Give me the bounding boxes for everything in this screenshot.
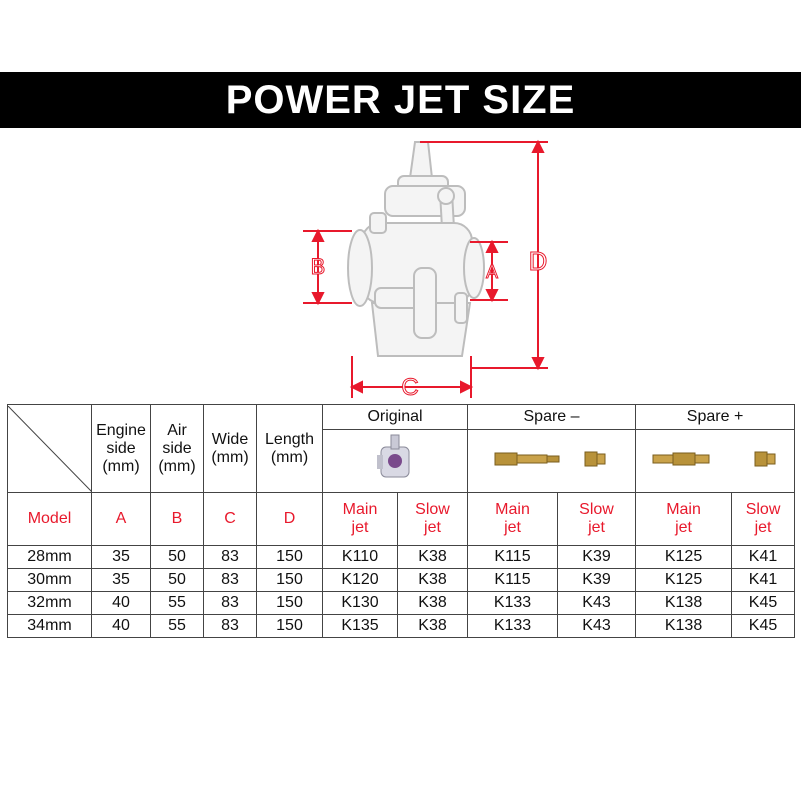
spare-plus-main-jet-label: [636, 493, 732, 546]
table-cell: K115: [468, 546, 558, 569]
table-cell: 150: [257, 592, 323, 615]
table-cell: 83: [204, 569, 257, 592]
table-cell: 83: [204, 615, 257, 638]
header-text-line: Wide: [211, 430, 249, 448]
length-header: [257, 405, 323, 493]
table-cell: K138: [636, 592, 732, 615]
table-cell: 150: [257, 546, 323, 569]
spare-minus-main-jet-label: [468, 493, 558, 546]
header-text-line: jet: [675, 519, 692, 536]
table-cell: K125: [636, 546, 732, 569]
table-cell: K43: [558, 592, 636, 615]
brass-jets-icon: [487, 444, 617, 474]
title-banner: [0, 72, 801, 128]
header-text-line: Main: [342, 501, 378, 518]
page-title: POWER JET SIZE: [225, 77, 576, 122]
dimension-label-a: A: [485, 262, 499, 282]
corner-cell: [8, 405, 92, 493]
spare-minus-jets-image: [468, 430, 636, 493]
col-a-label: A: [92, 493, 151, 546]
table-cell: 32mm: [8, 592, 92, 615]
air-side-header: [151, 405, 204, 493]
table-cell: K133: [468, 592, 558, 615]
table-cell: 83: [204, 592, 257, 615]
spare-plus-jets-image: [636, 430, 795, 493]
table-cell: 35: [92, 546, 151, 569]
table-cell: 55: [151, 592, 204, 615]
table-row: [8, 592, 795, 615]
table-cell: K45: [732, 615, 795, 638]
table-row: [8, 569, 795, 592]
engine-side-header: [92, 405, 151, 493]
table-cell: K45: [732, 592, 795, 615]
wide-header: [204, 405, 257, 493]
spare-minus-slow-jet-label: [558, 493, 636, 546]
header-text-line: (mm): [270, 448, 309, 466]
header-text-line: Slow: [745, 501, 781, 518]
dimension-label-d: D: [528, 246, 548, 276]
header-text-line: Slow: [579, 501, 614, 518]
table-cell: K115: [468, 569, 558, 592]
header-text-line: Main: [495, 501, 530, 518]
table-cell: K38: [398, 592, 468, 615]
table-cell: 150: [257, 569, 323, 592]
table-cell: 83: [204, 546, 257, 569]
col-b-label: B: [151, 493, 204, 546]
table-cell: K120: [323, 569, 398, 592]
table-row: [8, 546, 795, 569]
table-cell: K39: [558, 546, 636, 569]
table-cell: K110: [323, 546, 398, 569]
header-text-line: jet: [351, 519, 369, 536]
table-cell: K133: [468, 615, 558, 638]
dimension-label-c: C: [401, 374, 419, 401]
table-cell: 50: [151, 546, 204, 569]
original-main-jet-label: [323, 493, 398, 546]
table-cell: 40: [92, 615, 151, 638]
table-row: [8, 615, 795, 638]
header-text-line: Slow: [415, 501, 450, 518]
table-cell: K38: [398, 546, 468, 569]
table-cell: K125: [636, 569, 732, 592]
header-text-line: (mm): [211, 448, 249, 466]
header-text-line: (mm): [158, 457, 196, 475]
table-cell: K39: [558, 569, 636, 592]
brass-jets-icon: [645, 444, 785, 474]
spare-plus-header: Spare +: [636, 405, 795, 430]
table-cell: K130: [323, 592, 398, 615]
carburetor-dimension-diagram: [0, 128, 801, 403]
group-header-row: [8, 405, 795, 430]
table-cell: 150: [257, 615, 323, 638]
table-cell: 30mm: [8, 569, 92, 592]
spare-minus-header: Spare –: [468, 405, 636, 430]
header-text-line: jet: [754, 519, 772, 536]
col-d-label: D: [257, 493, 323, 546]
header-text-line: jet: [588, 519, 605, 536]
carburetor-icon: [375, 433, 415, 485]
header-text-line: Air: [167, 421, 187, 439]
header-text-line: side: [106, 439, 136, 457]
table-cell: 35: [92, 569, 151, 592]
table-cell: K41: [732, 569, 795, 592]
table-cell: K135: [323, 615, 398, 638]
original-header: Original: [323, 405, 468, 430]
header-text-line: Engine: [96, 421, 146, 439]
model-label: Model: [8, 493, 92, 546]
header-text-line: jet: [424, 519, 441, 536]
table-cell: K43: [558, 615, 636, 638]
col-c-label: C: [204, 493, 257, 546]
header-text-line: jet: [504, 519, 521, 536]
table-cell: K38: [398, 615, 468, 638]
original-slow-jet-label: [398, 493, 468, 546]
table-cell: K138: [636, 615, 732, 638]
dimension-label-b: B: [310, 254, 326, 279]
spare-plus-slow-jet-label: [732, 493, 795, 546]
carburetor-drawing: [348, 142, 484, 356]
header-text-line: side: [162, 439, 192, 457]
table-cell: K38: [398, 569, 468, 592]
header-text-line: (mm): [102, 457, 140, 475]
table-cell: 28mm: [8, 546, 92, 569]
table-cell: 50: [151, 569, 204, 592]
table-cell: K41: [732, 546, 795, 569]
table-cell: 55: [151, 615, 204, 638]
header-text-line: Length: [265, 430, 314, 448]
table-cell: 34mm: [8, 615, 92, 638]
model-header-row: [8, 493, 795, 546]
table-cell: 40: [92, 592, 151, 615]
jet-size-table: [7, 404, 795, 638]
header-text-line: Main: [666, 501, 701, 518]
original-carburetor-image: [323, 430, 468, 493]
